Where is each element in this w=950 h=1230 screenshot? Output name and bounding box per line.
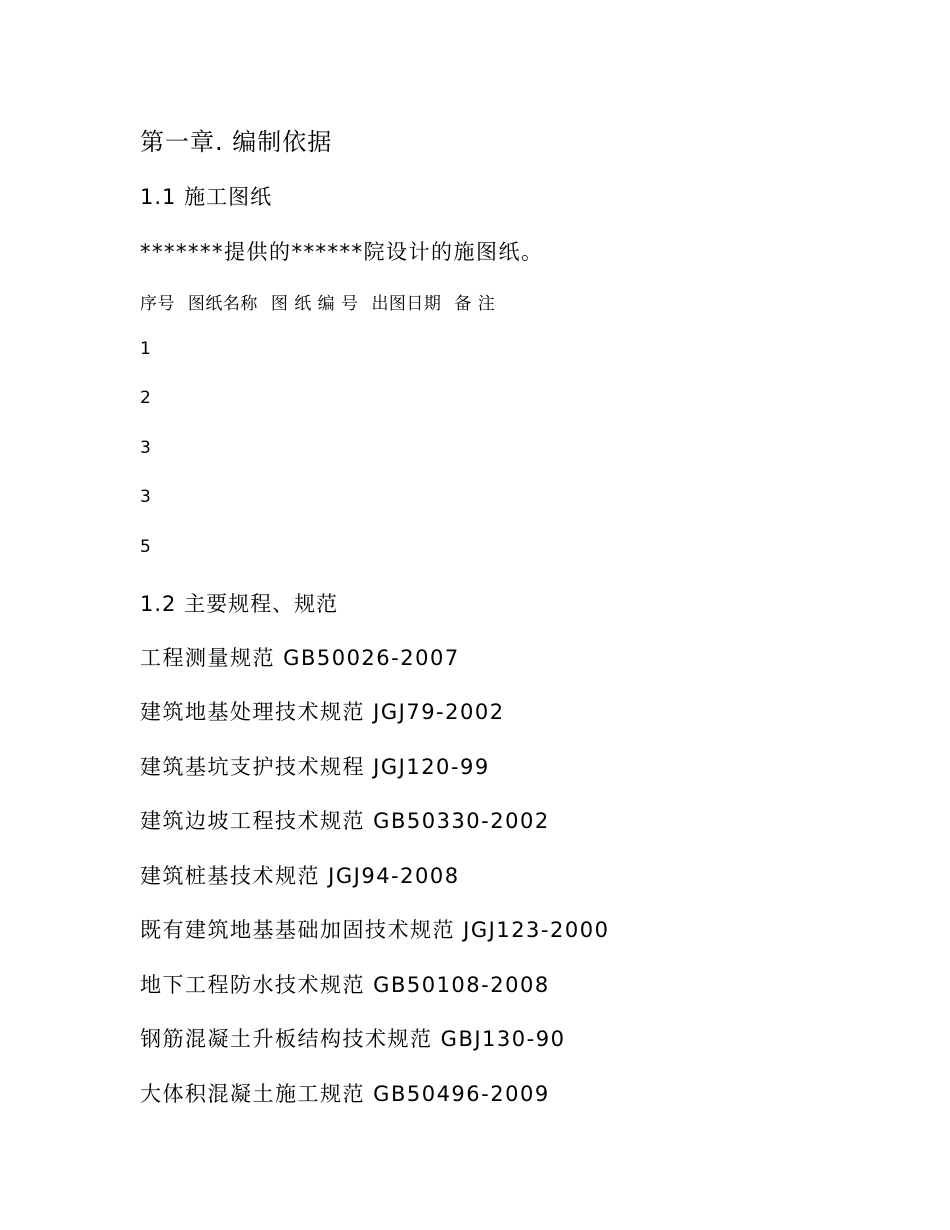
table-row: 3 [140,487,152,507]
standard-item: 大体积混凝土施工规范 GB50496-2009 [140,1082,550,1106]
drawing-table-header [140,289,502,314]
chapter-title: 第一章. 编制依据 [140,128,333,156]
table-row: 2 [140,388,152,408]
header-remarks: 备 注 [454,294,496,314]
table-row: 3 [140,438,152,458]
table-row: 5 [140,537,152,557]
standard-item: 地下工程防水技术规范 GB50108-2008 [140,973,550,997]
header-drawing-name: 图纸名称 [187,294,258,314]
standard-item: 建筑基坑支护技术规程 JGJ120-99 [140,755,490,779]
standard-item: 既有建筑地基基础加固技术规范 JGJ123-2000 [140,918,610,942]
header-serial: 序号 [140,294,175,314]
standard-item: 建筑边坡工程技术规范 GB50330-2002 [140,809,550,833]
section-1-2-title: 1.2 主要规程、规范 [140,592,339,616]
standard-item: 工程测量规范 GB50026-2007 [140,646,460,670]
standard-item: 钢筋混凝土升板结构技术规范 GBJ130-90 [140,1027,566,1051]
table-row: 1 [140,339,152,359]
header-drawing-no: 图 纸 编 号 [270,294,359,314]
section-1-1-title: 1.1 施工图纸 [140,185,273,209]
standard-item: 建筑地基处理技术规范 JGJ79-2002 [140,700,505,724]
standard-item: 建筑桩基技术规范 JGJ94-2008 [140,864,460,888]
drawings-intro: *******提供的******院设计的施图纸。 [140,240,544,264]
header-issue-date: 出图日期 [371,294,442,314]
